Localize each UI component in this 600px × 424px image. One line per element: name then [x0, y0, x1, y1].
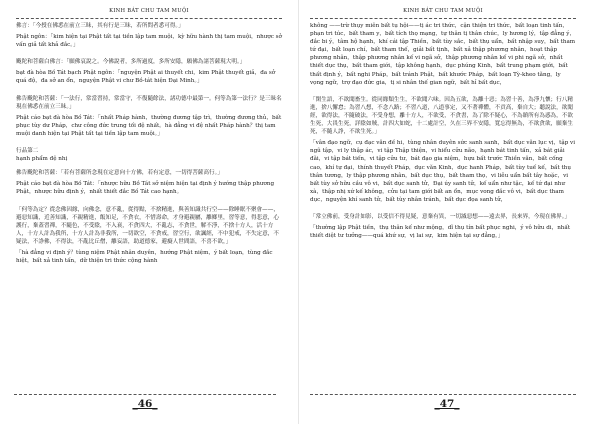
page-body	[310, 19, 576, 240]
gutter	[298, 0, 299, 424]
text-paragraph: 「vân đạo ngữ，cụ đạc văn đề hi，tùng nhân duyên sức sanh sanh，bất dục văn lục vị，tập vi ngũ tập，vi ly thập ác，vi tập Thập thiện，vi hiểu cửu não，hạnh bát tinh tấn，xả bát giải đãi，vi tập bát tiến，vi tập cửu tư，bát đạo gia niệm，hựu bất trước Thiền văn，bất cống cao，khí tự đại，thính thuyết Pháp，dục văn Kinh，dục hanh Pháp，bất tùy tuế kế，bất thụ thân tương，ly thập phương nhân，bất dục thụ，bất tham thọ，vi liễu uẩn bất tây hoặc，vi bất tùy sở hữu cầu vô vi，bất dục sanh tử，Đại úy sanh tử，kế uẩn như tặc，kế tứ đại như xà，thập nhị xứ kế không，cửu tại tam giới bất an ổn，mục vong đắc vô vi，bất dục tham dục，nguyện khí sanh tử，bất tùy nhân tránh，bất dục đọa sanh tử，	[310, 140, 575, 203]
page-header: KINH BÁT CHU TAM MUỘI	[403, 8, 483, 14]
page-header: KINH BÁT CHU TAM MUỘI	[109, 8, 189, 14]
text-paragraph: 「閑生語，不欲聞畜生。從同緣類生生，不欲聞六味。因為五欲，為離十惡；為習十善，為淨九懷；行八精進，捨八懈怠；為習八想，不念八路；不習八道，八道事定，又不著禪體，不貢高，棄自大；聽說法，欲聞經，欲得法，不隨破法，不受身想，離十方人，不欲受，不貪書，為了除不疑心，不為瞋所有為惑為，不欲生死，大畏生死，詳陰如賊，計四大如蛇，十二處計空，久在三界不安隱，寬忘得無為，不欲貪欲，願棄生死，不隨人諍，不欲生死。」	[310, 96, 573, 136]
page-number: _46_	[132, 398, 158, 410]
text-paragraph: 「常立佛前，受身計如影，以受信不得見疑，意棄有異，一切滅惡想——遠去界，長來界，今現在佛界。」	[310, 213, 571, 220]
section-heading: hạnh phẩm đệ nhị	[16, 156, 68, 163]
text-paragraph: 「何等為定？從念佛因緣，向佛念，意不亂，從得黠，不捨精進，與善知識共行空——除睡眠不聚會——，避惡知識，近善知識，不親精進，飯知足，不貪衣，不惜壽命，才身避親屬，離鄉里，習等意，得悲意，心護行，棄蓋習禪，不隨色，不受陰，不入衰，不貪四大，不亂志，不貪世，解不淨，不捨十方人，活十方人，十方人計為我所，十方人計為非我所，一切欲空，不貪戒，習空行，欲諷經，不中犯戒，不失定意，不疑法，不諍佛，不得法，不亂比丘僧，離妄語，助道德家，避癡人世間語，不喜不欲，」	[16, 206, 279, 245]
footer-rule	[14, 394, 276, 395]
text-paragraph: 佛告颰陀和菩薩：「若有菩薩所念現在定意向十方佛，若有定意，一切得菩薩高行。」	[16, 170, 223, 177]
page-footer	[4, 394, 286, 410]
text-paragraph: 「thường lập Phật tiền，thụ thân kế như mộng，dĩ thụ tín bất phục nghi，ý vô hữu di，nhất thiết diệt tư tưởng——quá khứ sự，vị lai sự，kim hiện tại sự đẳng，」	[310, 225, 571, 240]
left-page	[4, 0, 286, 424]
text-paragraph: Phật cáo bạt đà hòa Bồ Tát：「nhất Pháp hành，thường đương tập trì，thường đương thủ，bất phục tùy dư Pháp，chư công đức trung tối đệ nhất。hà đẳng vi đệ nhất Pháp hành？thị tam muội danh hiện tại Phật tất tại tiền lập tam muội。」	[16, 114, 282, 137]
text-paragraph: 「hà đẳng vi định ý？tùng niệm Phật nhân duyên，hướng Phật niệm，ý bất loạn，tùng đắc hiệt，bất xả tinh tấn，dữ thiện tri thức cộng hành	[16, 249, 273, 265]
page-body	[16, 19, 282, 265]
text-paragraph: 佛告颰陀和菩薩：「一法行，常當習持，常當守，不復隨餘法，諸功德中最第一。何等為第一法行？是三昧名現在佛悉在前立三昧。」	[16, 95, 282, 110]
text-paragraph: bạt đà hòa Bồ Tát bạch Phật ngôn：「nguyện Phật ai thuyết chi，kim Phật thuyết giả，đa sở quá độ，đa sở an ổn，nguyện Phật vi chư Bồ-tát hiện Đại Minh。」	[16, 70, 276, 85]
section-heading: 行品第二	[16, 148, 39, 155]
text-paragraph: 颰陀和菩薩白佛言：「願佛哀說之。今佛說者，多所過度，多所安隱，願佛為諸菩薩現大明。」	[16, 59, 246, 66]
footer-rule	[310, 394, 576, 395]
text-paragraph: 佛言：「今授在佛悉在前立三昧，其有行是三昧，若所問者悉可得。」	[16, 23, 184, 29]
right-page	[306, 0, 588, 424]
page-number: _47_	[434, 398, 460, 410]
text-paragraph: Phật ngôn：「kim hiện tại Phật tất tại tiền lập tam muội，kỳ hữu hành thị tam muội，nhược sở vấn giả tất khả đắc。」	[16, 34, 282, 49]
text-paragraph: không ——trừ thụy miên bất tụ hội——tị ác tri thức，cận thiện tri thức，bất loạn tinh tấn，phạn tri túc，bất tham y，bất tích thọ mạng，tự thân tị thân chúc，ly hương lý，tập đẳng ý，đắc bi ý，tâm hộ hạnh，khí cái tập Thiền，bất tùy sắc，bất thụ uẩn，bất nhập suy，bất tham tứ đại，bất loạn chí，bất tham thế，giải bất tịnh，bất xả thập phương nhân，hoạt thập phương nhân，thập phương nhân kế vi ngã sở，thập phương nhân kế vi phi ngã sở，nhất thiết dục thụ，bất tham giới，tập không hạnh，dục phúng Kinh，bất trung phạm giới，bất thất định ý，bất nghi Pháp，bất tránh Phật，bất khước Pháp，bất loạn Tỳ-kheo tăng，ly vọng ngữ，trợ đạo đức gia，tị si nhân thế gian ngữ，bất hỉ bất dục，	[310, 23, 576, 86]
page-footer	[306, 394, 588, 410]
text-paragraph: Phật cáo bạt đà hòa Bồ Tát：「nhược hữu Bồ Tát sở niệm hiện tại định ý hướng thập phương Phật，nhược hữu định ý，nhất thiết đắc Bồ Tát cao hạnh。	[16, 181, 275, 196]
